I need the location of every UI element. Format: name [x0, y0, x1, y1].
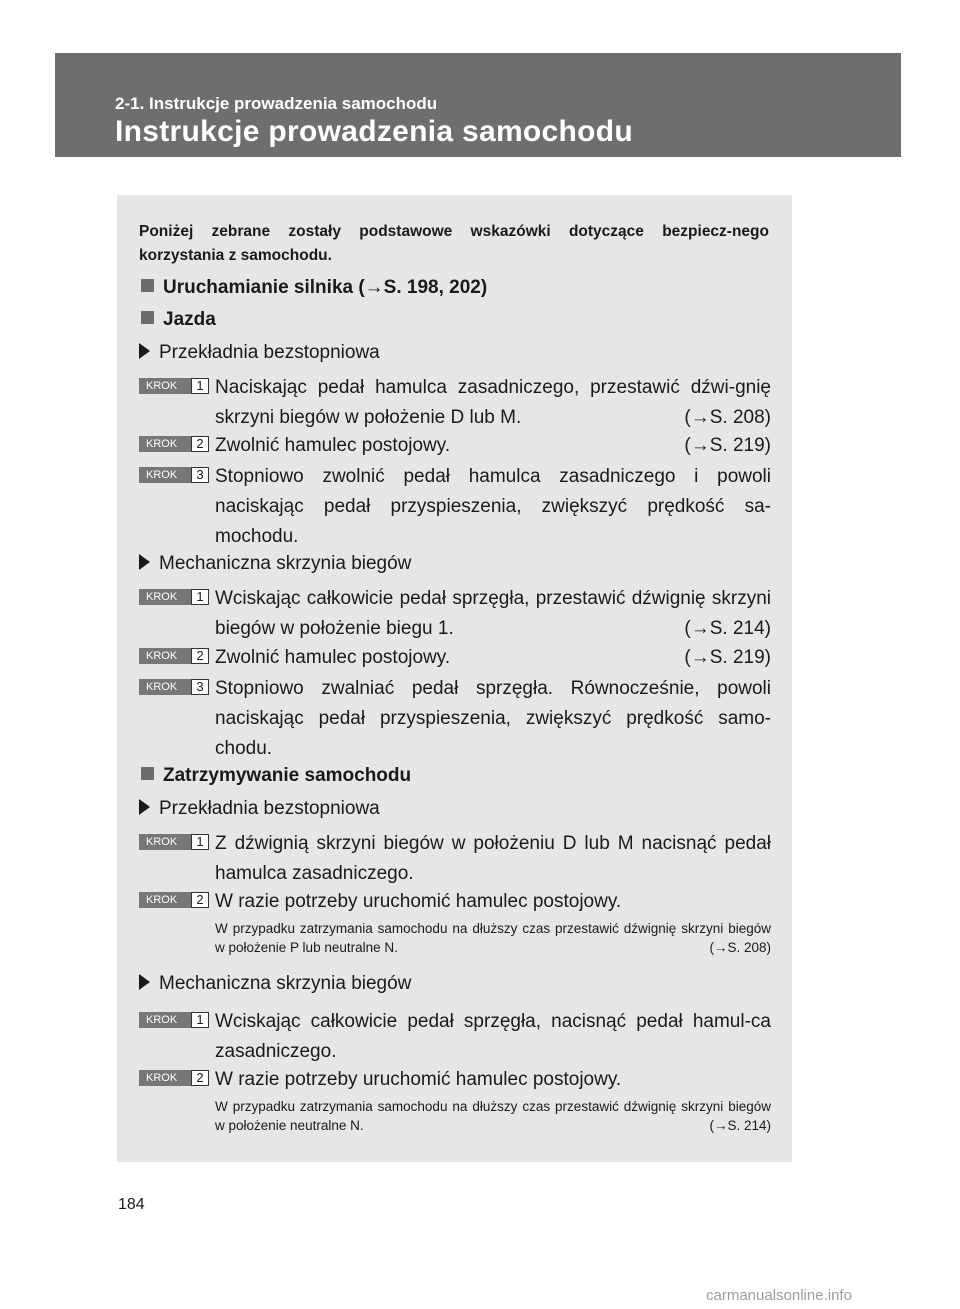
subsection-heading [139, 798, 380, 820]
subsection-title: Mechaniczna skrzynia biegów [159, 553, 412, 574]
page-title: Instrukcje prowadzenia samochodu [115, 115, 634, 148]
section-heading-drive [141, 309, 216, 331]
step-label: KROK [146, 591, 178, 603]
step-text [215, 431, 771, 461]
step-number: 2 [191, 892, 209, 908]
step-item [139, 674, 771, 764]
triangle-bullet-icon [139, 799, 150, 815]
step-item [139, 829, 771, 889]
step-badge [139, 378, 209, 394]
content-panel [117, 195, 792, 1162]
step-label: KROK [146, 438, 178, 450]
section-title: Uruchamianie silnika (→S. 198, 202) [163, 277, 488, 298]
note-body: W przypadku zatrzymania samochodu na dłuższy czas przestawić dźwignię skrzyni biegów w położenie P lub neutralne N. [215, 921, 771, 955]
step-label: KROK [146, 469, 178, 481]
triangle-bullet-icon [139, 974, 150, 990]
intro-text: Poniżej zebrane zostały podstawowe wskazówki dotyczące bezpiecz-nego korzystania z samochodu. [139, 223, 769, 264]
step-body: Zwolnić hamulec postojowy. [215, 435, 451, 456]
step-label: KROK [146, 380, 178, 392]
step-body: Wciskając całkowicie pedał sprzęgła, przestawić dźwignię skrzyni biegów w położenie biegu 1. [215, 588, 771, 639]
step-text: Stopniowo zwalniać pedał sprzęgła. Równocześnie, powoli naciskając pedał przyspieszenia, zwiększyć prędkość samo-chodu. [215, 678, 771, 759]
step-badge [139, 648, 209, 664]
page-reference: (→S. 219) [684, 647, 771, 668]
step-number: 1 [191, 1012, 209, 1028]
section-title: Jazda [163, 309, 216, 330]
step-item [139, 584, 771, 644]
step-label: KROK [146, 1072, 178, 1084]
note-body: W przypadku zatrzymania samochodu na dłuższy czas przestawić dźwignię skrzyni biegów w położenie neutralne N. [215, 1099, 771, 1133]
step-number: 2 [191, 1070, 209, 1086]
step-label: KROK [146, 1014, 178, 1026]
subsection-title: Przekładnia bezstopniowa [159, 798, 380, 819]
square-bullet-icon [141, 279, 154, 292]
subsection-heading [139, 342, 380, 364]
page-reference: (→S. 214) [709, 1118, 771, 1133]
step-item [139, 373, 771, 433]
step-text [215, 584, 771, 644]
step-body: Naciskając pedał hamulca zasadniczego, przestawić dźwi-gnię skrzyni biegów w położenie D lub M. [215, 377, 771, 428]
step-badge [139, 436, 209, 452]
subsection-heading [139, 553, 411, 575]
step-text: Wciskając całkowicie pedał sprzęgła, nacisnąć pedał hamul-ca zasadniczego. [215, 1011, 771, 1062]
step-badge [139, 467, 209, 483]
page-reference: (→S. 208) [684, 407, 771, 428]
step-text [215, 373, 771, 433]
step-badge [139, 1070, 209, 1086]
square-bullet-icon [141, 311, 154, 324]
step-label: KROK [146, 894, 178, 906]
step-number: 1 [191, 589, 209, 605]
subsection-title: Mechaniczna skrzynia biegów [159, 973, 412, 994]
step-text: W razie potrzeby uruchomić hamulec postojowy. [215, 1069, 622, 1090]
page-reference: (→S. 208) [709, 940, 771, 955]
step-item [139, 1007, 771, 1067]
square-bullet-icon [141, 767, 154, 780]
step-label: KROK [146, 650, 178, 662]
watermark: carmanualsonline.info [706, 1287, 852, 1304]
step-number: 3 [191, 679, 209, 695]
step-note [215, 1097, 771, 1135]
step-label: KROK [146, 836, 178, 848]
step-number: 2 [191, 436, 209, 452]
subsection-title: Przekładnia bezstopniowa [159, 342, 380, 363]
step-item [139, 431, 771, 461]
step-badge [139, 1012, 209, 1028]
step-item [139, 643, 771, 673]
page-number: 184 [118, 1196, 145, 1213]
step-item [139, 887, 771, 957]
step-badge [139, 589, 209, 605]
section-heading-stop [141, 765, 411, 787]
section-heading-start [141, 277, 487, 299]
step-text: Z dźwignią skrzyni biegów w położeniu D lub M nacisnąć pedał hamulca zasadniczego. [215, 833, 771, 884]
step-text: Stopniowo zwolnić pedał hamulca zasadniczego i powoli naciskając pedał przyspieszenia, zwiększyć prędkość sa-mochodu. [215, 466, 771, 547]
step-number: 2 [191, 648, 209, 664]
step-item [139, 462, 771, 552]
section-label: 2-1. Instrukcje prowadzenia samochodu [115, 94, 438, 113]
step-label: KROK [146, 681, 178, 693]
step-number: 3 [191, 467, 209, 483]
step-badge [139, 834, 209, 850]
triangle-bullet-icon [139, 554, 150, 570]
page-header [55, 53, 901, 157]
section-title: Zatrzymywanie samochodu [163, 765, 412, 786]
step-number: 1 [191, 378, 209, 394]
subsection-heading [139, 973, 411, 995]
page-reference: (→S. 214) [684, 618, 771, 639]
page-reference: (→S. 219) [684, 435, 771, 456]
step-badge [139, 679, 209, 695]
triangle-bullet-icon [139, 343, 150, 359]
step-body: Zwolnić hamulec postojowy. [215, 647, 451, 668]
step-badge [139, 892, 209, 908]
step-item [139, 1065, 771, 1135]
step-number: 1 [191, 834, 209, 850]
step-note [215, 919, 771, 957]
step-text: W razie potrzeby uruchomić hamulec postojowy. [215, 891, 622, 912]
step-text [215, 643, 771, 673]
